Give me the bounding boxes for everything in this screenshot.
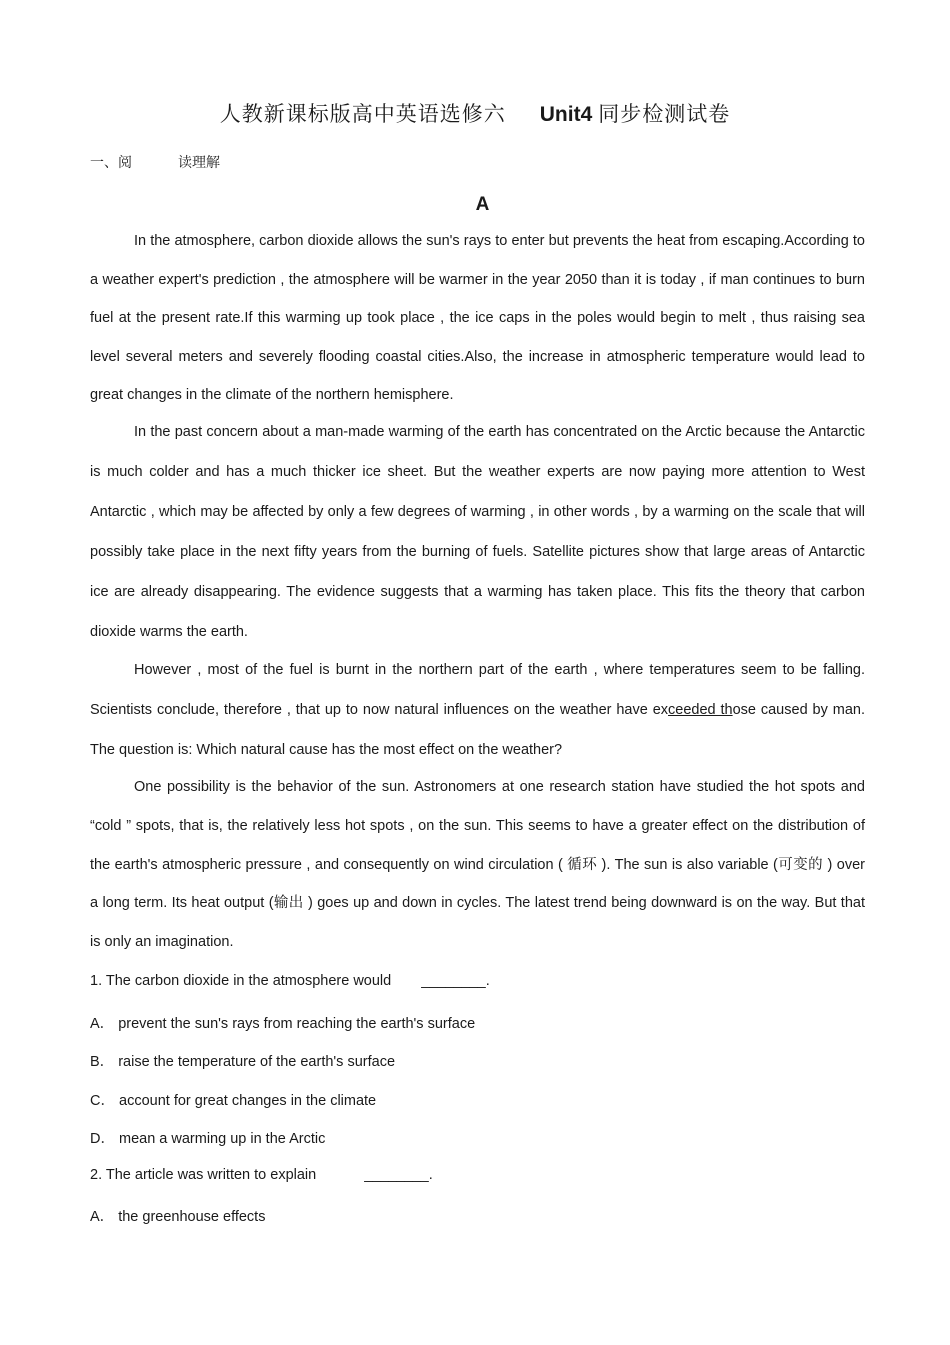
page-title <box>0 98 950 128</box>
question-1-option-b: B． raise the temperature of the earth's surface <box>90 1054 396 1070</box>
passage-paragraph-1: In the atmosphere, carbon dioxide allows the sun's rays to enter but prevents the heat from escaping.According to a weather expert's prediction , the atmosphere will be warmer in the year 2050 than it is today , if man continues to burn fuel at the present rate.If this warming up took place , the ice caps in the poles would begin to melt , thus raising sea level several meters and severely flooding coastal cities.Also, the increase in atmospheric temperature would lead to great changes in the climate of the northern hemisphere. <box>90 233 865 403</box>
title-cn-part-2: 同步检测试卷 <box>598 102 731 126</box>
title-cn-part-1: 人教新课标版高中英语选修六 <box>219 102 506 126</box>
question-1-text: 1. The carbon dioxide in the atmosphere would <box>90 973 392 989</box>
paragraph-3-underlined: ceeded th <box>668 702 733 718</box>
passage-paragraph-3 <box>90 650 865 770</box>
section-heading <box>90 152 220 172</box>
title-unit: Unit4 <box>539 103 593 126</box>
passage-paragraph-2: In the past concern about a man-made warming of the earth has concentrated on the Arctic because the Antarctic is much colder and has a much thicker ice sheet. But the weather experts are now paying more attention to West Antarctic , which may be affected by only a few degrees of warming , in other words , by a warming on the scale that will possibly take place in the next fifty years from the burning of fuels. Satellite pictures show that large areas of Antarctic ice are already disappearing. The evidence suggests that a warming has taken place. This fits the theory that carbon dioxide warms the earth. <box>90 424 865 640</box>
passage-paragraph-4: One possibility is the behavior of the sun. Astronomers at one research station have studied the hot spots and “cold ” spots, that is, the relatively less hot spots , on the sun. This seems to have a greater effect on the distribution of the earth's atmospheric pressure , and consequently on wind circulation ( 循环 ). The sun is also variable (可变的 ) over a long term. Its heat output (输出 ) goes up and down in cycles. The latest trend being downward is on the way. But that is only an imagination. <box>90 779 865 951</box>
paragraph-3-text-b: ose caused by man. The question is: Which natural cause has the most effect on the weather? <box>90 702 865 758</box>
question-1-blank: ________. <box>421 973 490 989</box>
passage-label: A <box>475 194 490 215</box>
section-number: 一、阅 <box>90 155 132 171</box>
question-2-text: 2. The article was written to explain <box>90 1167 317 1183</box>
question-1-option-d: D． mean a warming up in the Arctic <box>90 1131 326 1147</box>
question-2-option-a: A． the greenhouse effects <box>90 1209 266 1225</box>
question-2-blank: ________. <box>364 1167 433 1183</box>
question-2-stem <box>90 1167 433 1183</box>
section-label: 读理解 <box>178 155 220 171</box>
question-1-option-c: C． account for great changes in the climate <box>90 1093 377 1109</box>
paragraph-3-text-a: However , most of the fuel is burnt in the northern part of the earth , where temperatures seem to be falling. Scientists conclude, therefore , that up to now natural influences on the weather have ex <box>90 662 865 718</box>
question-1-option-a: A． prevent the sun's rays from reaching the earth's surface <box>90 1016 476 1032</box>
question-1-stem <box>90 973 490 989</box>
